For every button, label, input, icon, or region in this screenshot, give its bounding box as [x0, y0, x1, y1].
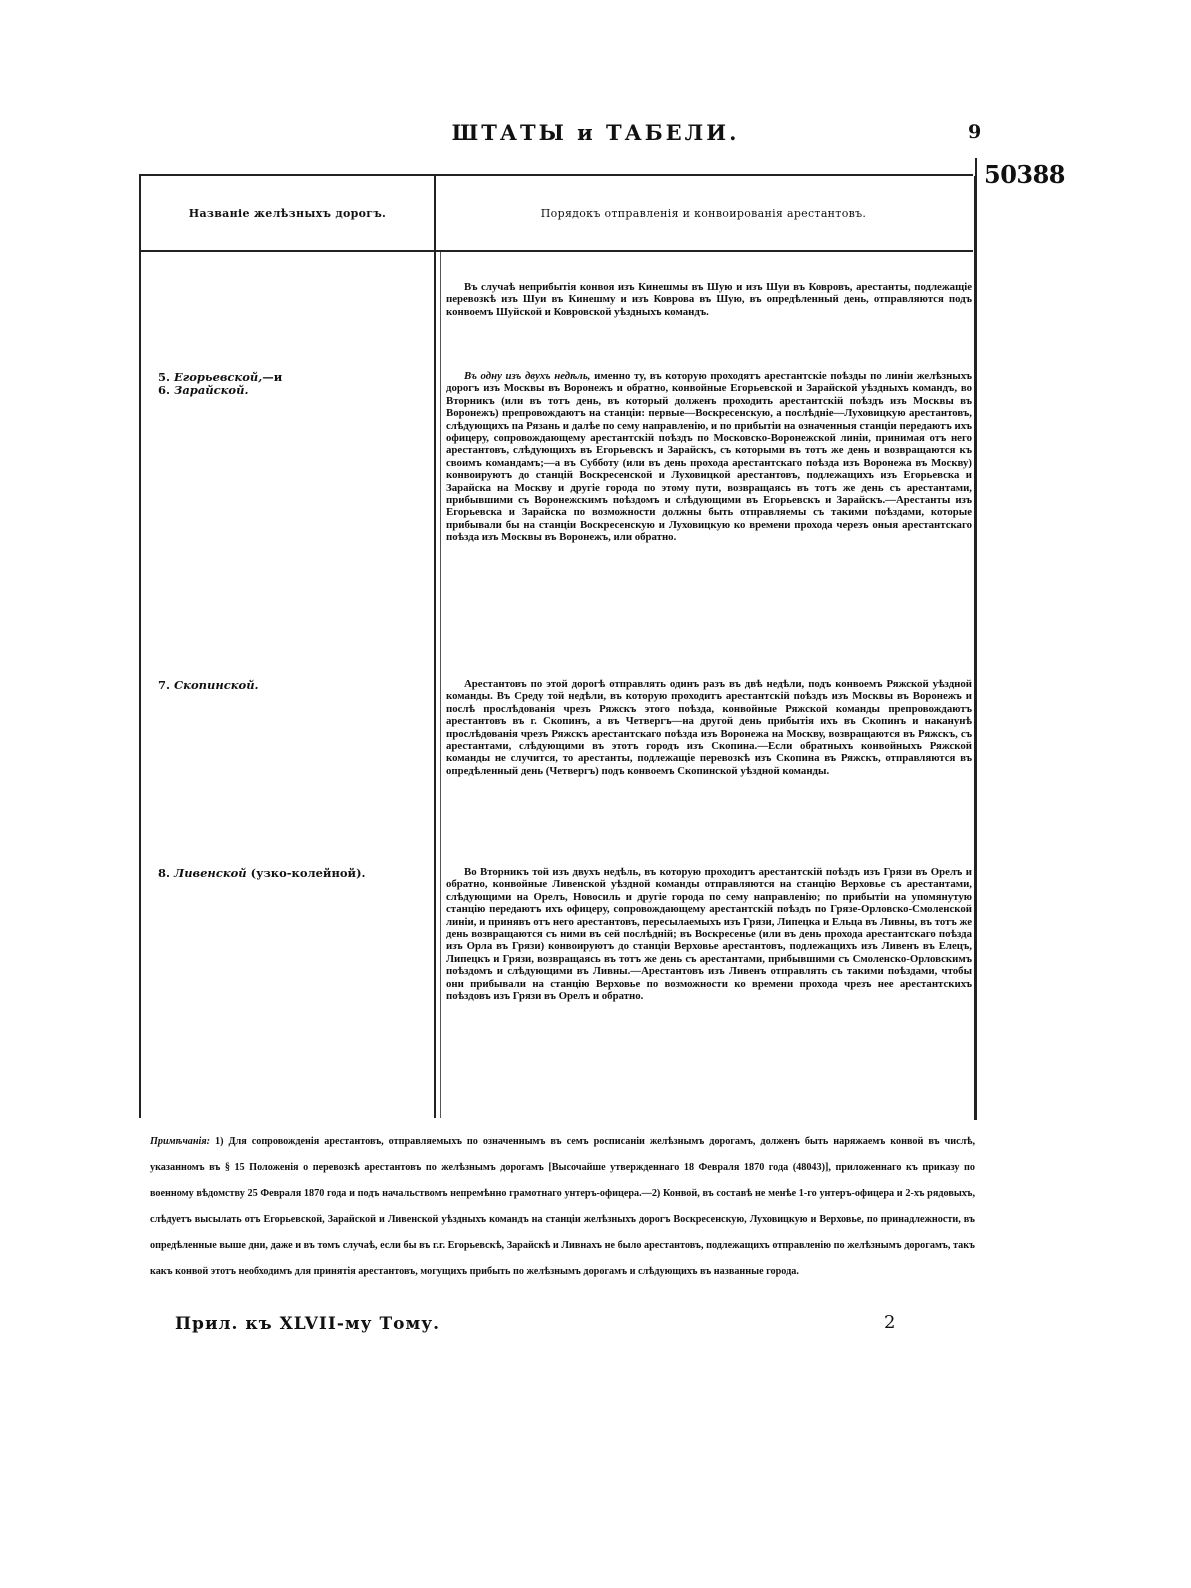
column-header-railways: Названіе желѣзныхъ дорогъ. — [188, 206, 387, 220]
railway-name: Ливенской — [174, 866, 247, 880]
table-header-row — [141, 176, 973, 252]
procedure-paragraph-5 — [446, 370, 972, 544]
railway-name: Егорьевской, — [174, 370, 263, 384]
notes-label: Примѣчанія: — [150, 1136, 211, 1147]
notes-block — [150, 1129, 975, 1285]
column-header-procedure: Порядокъ отправленія и конвоированія арестантовъ. — [540, 206, 867, 220]
page-number: 9 — [968, 121, 982, 143]
paragraph-body: именно ту, въ которую проходятъ арестантскіе поѣзды по линіи желѣзныхъ дорогъ изъ Москвы въ Воронежъ и обратно, конвойные Егорьевской и Зарайской уѣздныхъ командъ, во Вторникъ (или въ тотъ день, въ который долженъ проходить арестантскій поѣздъ изъ Москвы въ Воронежъ) препровождаютъ на станціи: первые—Воскресенскую, а послѣдніе—Луховицкую арестантовъ, слѣдующихъ па Рязань и далѣе по сему направленію, и по прибытіи на означенныя станціи передаютъ ихъ офицеру, сопровождающему арестантскій поѣздъ по Московско-Воронежской линіи, принимая отъ него арестантовъ, слѣдующихъ въ Егорьевскъ и Зарайскъ, съ которыми въ тотъ же день и возвращаются къ своимъ командамъ;—а въ Субботу (или въ день прохода арестантскаго поѣзда изъ Воронежа въ Москву) конвоируютъ до станцій Воскресенской и Луховицкой арестантовъ, подлежащихъ изъ Егорьевска и Зарайска на Москву и другіе города по этому пути, возвращаясь въ тотъ же день съ арестантами, прибывшими съ Воронежскимъ поѣздомъ и слѣдующими въ Егорьевскъ и Зарайскъ.—Арестанты изъ Егорьевска и Зарайска по возможности должны быть отправляемы съ такими поѣздами, которые прибывали бы на станціи Воскресенскую и Луховицкую ко времени прохода черезъ оныя арестантскаго поѣзда изъ Москвы въ Воронежъ, или обратно. — [446, 370, 973, 544]
paragraph-lead: Въ одну изъ двухъ недѣль, — [464, 370, 591, 382]
entry-number: 8. — [158, 866, 171, 880]
railway-entry-5 — [158, 371, 282, 397]
entry-suffix: —и — [262, 370, 283, 384]
footer-signature-mark: 2 — [884, 1312, 896, 1333]
table-right-border — [974, 176, 977, 1120]
page-title: ШТАТЫ и ТАБЕЛИ. — [451, 120, 740, 145]
entry-number: 6. — [158, 383, 171, 397]
railway-entry-7 — [158, 679, 259, 692]
railway-name: Скопинской. — [174, 678, 259, 692]
railway-name: Зарайской. — [174, 383, 249, 397]
procedure-paragraph-7: Арестантовъ по этой дорогѣ отправлять одинъ разъ въ двѣ недѣли, подъ конвоемъ Ряжской уѣздной команды. Въ Среду той недѣли, въ которую проходитъ арестантскій поѣздъ изъ Москвы въ Воронежъ и послѣ прослѣдованія чрезъ Ряжскъ этого поѣзда, конвойные Ряжской команды препровождаютъ арестантовъ въ г. Скопинъ, а въ Четвергъ—на другой день прибытія ихъ въ Скопинъ и наканунѣ прослѣдованія чрезъ Ряжскъ арестантскаго поѣзда изъ Воронежа на Москву, возвращаются въ Ряжскъ, съ арестантами, слѣдующими въ этотъ городъ изъ Скопина.—Если обратныхъ конвойныхъ Ряжской команды не случится, то арестанты, подлежащіе перевозкѣ изъ Скопина въ Ряжскъ, отправляются въ опредѣленный день (Четвергъ) подъ конвоемъ Скопинской уѣздной команды. — [446, 678, 972, 777]
railway-entry-8 — [158, 867, 366, 880]
notes-text: 1) Для сопровожденія арестантовъ, отправляемыхъ по означеннымъ въ семъ росписаніи желѣзнымъ дорогамъ, долженъ быть наряжаемъ конвой въ числѣ, указанномъ въ § 15 Положенія о перевозкѣ арестантовъ по желѣзнымъ дорогамъ [Высочайше утвержденнаго 18 Февраля 1870 года (48043)], приложеннаго къ приказу по военному вѣдомству 25 Февраля 1870 года и подъ начальствомъ непремѣнно грамотнаго унтеръ-офицера.—2) Конвой, въ составѣ не менѣе 1-го унтеръ-офицера и 2-хъ рядовыхъ, слѣдуетъ высылать отъ Егорьевской, Зарайской и Ливенской уѣздныхъ командъ на станціи желѣзныхъ дорогъ Воскресенскую, Луховицкую и Верховье, по принадлежности, въ опредѣленные выше дни, даже и въ томъ случаѣ, если бы въ г.г. Егорьевскѣ, Зарайскѣ и Ливнахъ не было арестантовъ, подлежащихъ отправленію по желѣзнымъ дорогамъ, такъ какъ конвой этотъ необходимъ для принятія арестантовъ, могущихъ прибыть по желѣзнымъ дорогамъ и слѣдующихъ въ названные города. — [150, 1136, 976, 1277]
procedure-paragraph-8: Во Вторникъ той изъ двухъ недѣль, въ которую проходитъ арестантскій поѣздъ изъ Грязи въ Орелъ и обратно, конвойные Ливенской уѣздной команды отправляются на станцію Верховье съ арестантами, слѣдующими на Орелъ, Новосиль и другіе города по сему направленію; по прибытіи на упомянутую станцію передаютъ ихъ офицеру, сопровождающему арестантскій поѣздъ по Грязе-Орловско-Смоленской линіи, и принявъ отъ него арестантовъ, пересылаемыхъ изъ Грязи, Липецка и Ельца въ Ливны, въ тотъ же день возвращаются съ ними въ сей послѣдній; въ Воскресенье (или въ день прохода арестантскаго поѣзда изъ Орла въ Грязи) конвоируютъ до станціи Верховье арестантовъ, подлежащихъ изъ Ливенъ въ Елецъ, Липецкъ и Грязи, возвращаясь въ тотъ же день съ арестантами, прибывшими съ Смоленско-Орловскимъ поѣздомъ и слѣдующими въ Ливны.—Арестантовъ изъ Ливенъ отправлять съ такими поѣздами, чтобы они прибывали на станцію Верховье по возможности ко времени прохода чрезъ нее арестантскихъ поѣздовъ изъ Грязи въ Орелъ и обратно. — [446, 866, 972, 1003]
document-number-stamp: 50388 — [984, 160, 1065, 189]
column-divider — [434, 176, 436, 1118]
entry-suffix: (узко-колейной). — [246, 866, 366, 880]
column-divider-inner — [440, 252, 441, 1118]
entry-number: 5. — [158, 370, 171, 384]
intro-paragraph: Въ случаѣ неприбытія конвоя изъ Кинешмы въ Шую и изъ Шуи въ Ковровъ, арестанты, подлежащіе перевозкѣ изъ Шуи въ Кинешму и изъ Коврова въ Шую, въ опредѣленный день, отправляются подъ конвоемъ Шуйской и Ковровской уѣздныхъ командъ. — [446, 281, 972, 318]
entry-number: 7. — [158, 678, 171, 692]
footer-appendix-label: Прил. къ XLVII-му Тому. — [175, 1314, 441, 1334]
